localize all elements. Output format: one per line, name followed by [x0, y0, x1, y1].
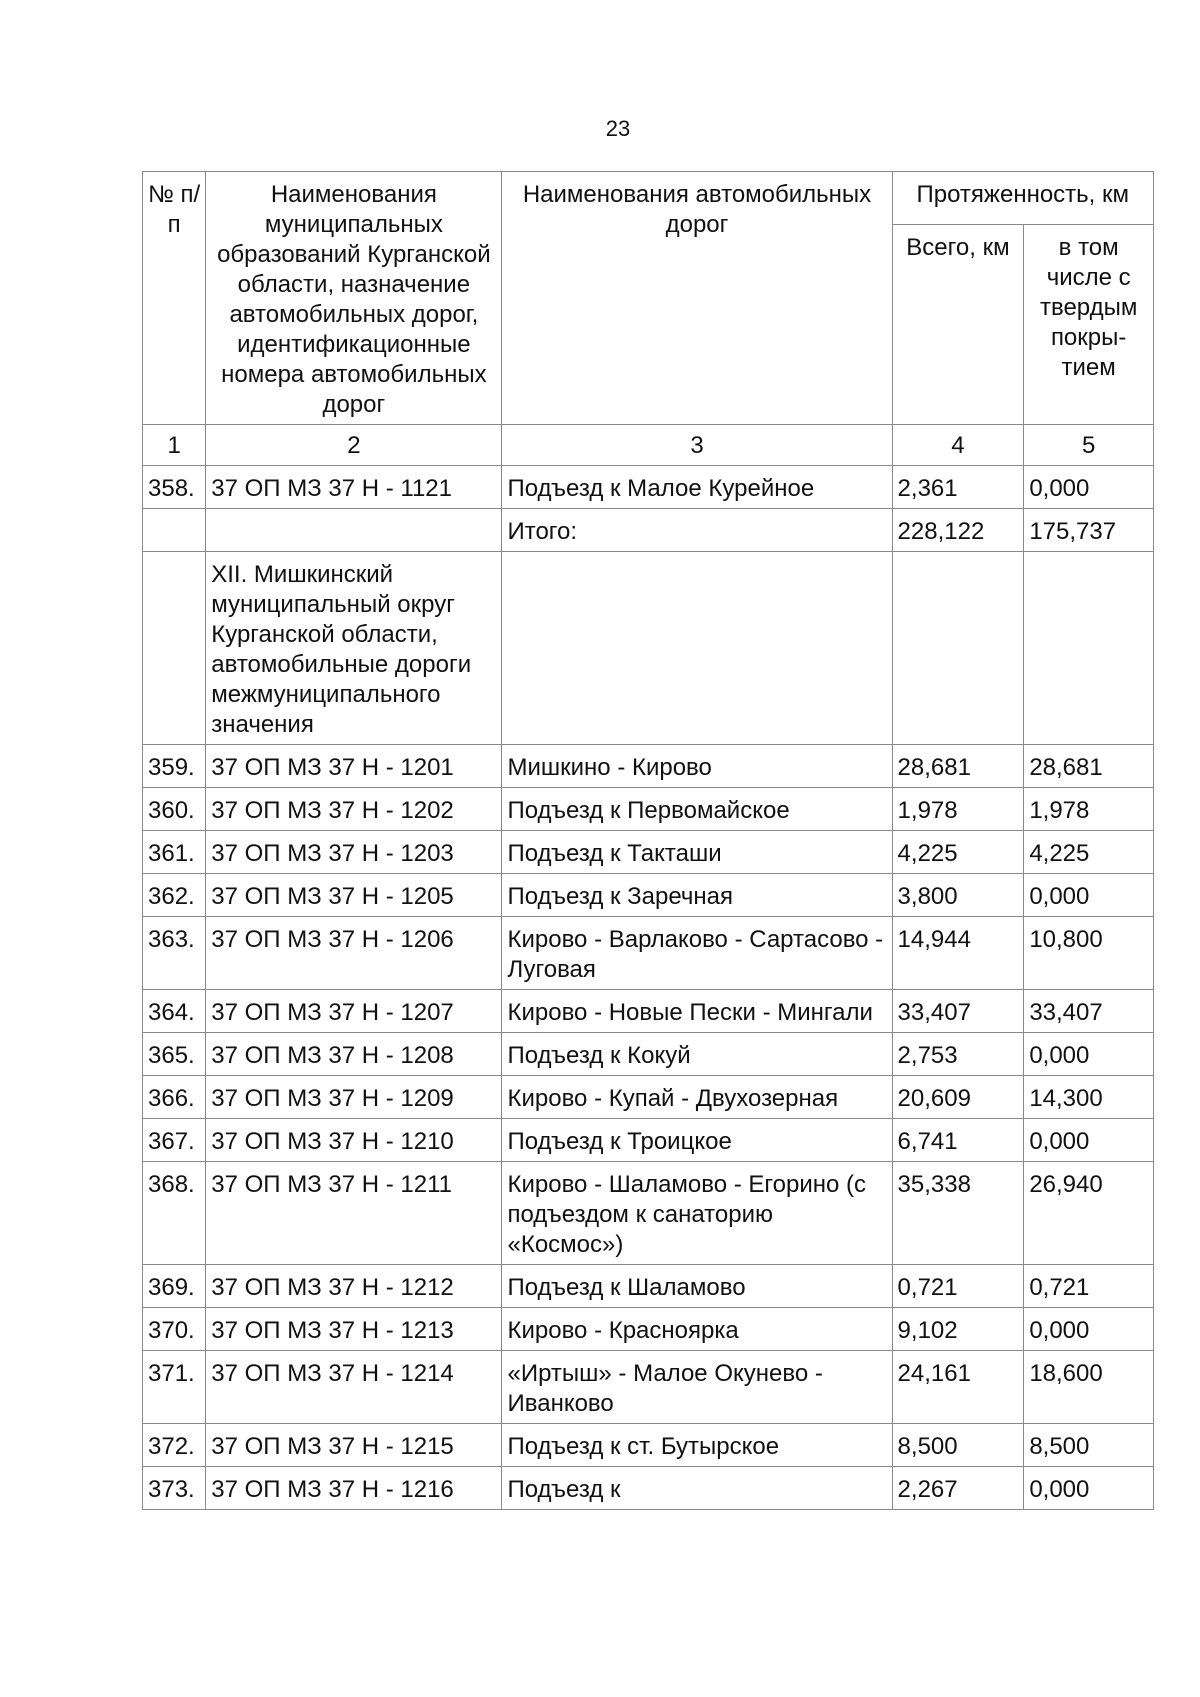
road-name-cell: Мишкино - Кирово	[502, 745, 892, 788]
road-name-cell: Подъезд к Шаламово	[502, 1265, 892, 1308]
header-num: № п/п	[143, 172, 206, 425]
total-length-cell: 1,978	[892, 788, 1024, 831]
road-code-cell: 37 ОП МЗ 37 Н - 1212	[206, 1265, 502, 1308]
total-length-cell: 2,361	[892, 466, 1024, 509]
table-row	[143, 745, 1154, 788]
road-name-cell: «Иртыш» - Малое Окунево - Иванково	[502, 1351, 892, 1424]
road-name-cell: Кирово - Варлаково - Сартасово - Луговая	[502, 917, 892, 990]
total-length-cell: 20,609	[892, 1076, 1024, 1119]
table-row	[143, 1424, 1154, 1467]
total-length-cell: 24,161	[892, 1351, 1024, 1424]
row-number-cell: 366.	[143, 1076, 206, 1119]
header-municipality: Наименования муниципальных образований Курганской области, назначение автомобильных дорог, идентификационные номера автомобильных дорог	[206, 172, 502, 425]
paved-length-cell: 33,407	[1024, 990, 1154, 1033]
road-name-cell: Подъезд к Малое Курейное	[502, 466, 892, 509]
table-row	[143, 1119, 1154, 1162]
table-row	[143, 1351, 1154, 1424]
road-code-cell: 37 ОП МЗ 37 Н - 1207	[206, 990, 502, 1033]
road-name-cell: Кирово - Шаламово - Егорино (с подъездом к санаторию «Космос»)	[502, 1162, 892, 1265]
total-length-cell: 33,407	[892, 990, 1024, 1033]
table-row	[143, 466, 1154, 509]
road-code-cell: 37 ОП МЗ 37 Н - 1202	[206, 788, 502, 831]
column-number-row	[143, 425, 1154, 466]
road-code-cell: 37 ОП МЗ 37 Н - 1205	[206, 874, 502, 917]
road-name-cell: Итого:	[502, 509, 892, 552]
paved-length-cell: 0,000	[1024, 1308, 1154, 1351]
row-number-cell: 371.	[143, 1351, 206, 1424]
road-code-cell: 37 ОП МЗ 37 Н - 1216	[206, 1467, 502, 1510]
header-road-name: Наименования автомобильных дорог	[502, 172, 892, 425]
road-name-cell: Подъезд к Первомайское	[502, 788, 892, 831]
total-length-cell	[892, 552, 1024, 745]
road-code-cell: XII. Мишкинский муниципальный округ Курганской области, автомобильные дороги межмуниципального значения	[206, 552, 502, 745]
paved-length-cell: 0,000	[1024, 466, 1154, 509]
road-name-cell: Подъезд к Такташи	[502, 831, 892, 874]
column-number: 1	[143, 425, 206, 466]
row-number-cell: 361.	[143, 831, 206, 874]
header-paved: в том числе с твердым покры-тием	[1024, 224, 1154, 424]
total-length-cell: 0,721	[892, 1265, 1024, 1308]
road-name-cell: Подъезд к	[502, 1467, 892, 1510]
roads-table	[142, 171, 1154, 1510]
road-name-cell: Кирово - Красноярка	[502, 1308, 892, 1351]
table-row	[143, 990, 1154, 1033]
row-number-cell: 360.	[143, 788, 206, 831]
road-name-cell: Подъезд к ст. Бутырское	[502, 1424, 892, 1467]
paved-length-cell: 0,721	[1024, 1265, 1154, 1308]
road-name-cell: Подъезд к Заречная	[502, 874, 892, 917]
row-number-cell: 368.	[143, 1162, 206, 1265]
table-row	[143, 552, 1154, 745]
road-code-cell: 37 ОП МЗ 37 Н - 1213	[206, 1308, 502, 1351]
road-code-cell: 37 ОП МЗ 37 Н - 1209	[206, 1076, 502, 1119]
paved-length-cell: 8,500	[1024, 1424, 1154, 1467]
total-length-cell: 28,681	[892, 745, 1024, 788]
road-name-cell: Подъезд к Кокуй	[502, 1033, 892, 1076]
page-number: 23	[605, 116, 631, 141]
row-number-cell	[143, 509, 206, 552]
table-row	[143, 1076, 1154, 1119]
table-row	[143, 509, 1154, 552]
road-name-cell: Подъезд к Троицкое	[502, 1119, 892, 1162]
row-number-cell: 364.	[143, 990, 206, 1033]
column-number: 2	[206, 425, 502, 466]
road-code-cell: 37 ОП МЗ 37 Н - 1214	[206, 1351, 502, 1424]
table-row	[143, 1162, 1154, 1265]
row-number-cell: 372.	[143, 1424, 206, 1467]
table-body	[143, 466, 1154, 1510]
table-row	[143, 874, 1154, 917]
total-length-cell: 35,338	[892, 1162, 1024, 1265]
road-name-cell: Кирово - Купай - Двухозерная	[502, 1076, 892, 1119]
total-length-cell: 4,225	[892, 831, 1024, 874]
paved-length-cell: 10,800	[1024, 917, 1154, 990]
paved-length-cell: 14,300	[1024, 1076, 1154, 1119]
total-length-cell: 14,944	[892, 917, 1024, 990]
road-code-cell: 37 ОП МЗ 37 Н - 1203	[206, 831, 502, 874]
row-number-cell: 373.	[143, 1467, 206, 1510]
column-number: 3	[502, 425, 892, 466]
road-code-cell: 37 ОП МЗ 37 Н - 1210	[206, 1119, 502, 1162]
road-code-cell: 37 ОП МЗ 37 Н - 1211	[206, 1162, 502, 1265]
total-length-cell: 8,500	[892, 1424, 1024, 1467]
row-number-cell	[143, 552, 206, 745]
total-length-cell: 3,800	[892, 874, 1024, 917]
table-row	[143, 1033, 1154, 1076]
paved-length-cell: 0,000	[1024, 874, 1154, 917]
table-row	[143, 1308, 1154, 1351]
row-number-cell: 370.	[143, 1308, 206, 1351]
road-code-cell: 37 ОП МЗ 37 Н - 1206	[206, 917, 502, 990]
paved-length-cell: 0,000	[1024, 1119, 1154, 1162]
row-number-cell: 362.	[143, 874, 206, 917]
row-number-cell: 369.	[143, 1265, 206, 1308]
row-number-cell: 359.	[143, 745, 206, 788]
column-number: 5	[1024, 425, 1154, 466]
row-number-cell: 365.	[143, 1033, 206, 1076]
row-number-cell: 358.	[143, 466, 206, 509]
table-row	[143, 917, 1154, 990]
table-row	[143, 788, 1154, 831]
table-row	[143, 831, 1154, 874]
header-length: Протяженность, км	[892, 172, 1153, 225]
row-number-cell: 367.	[143, 1119, 206, 1162]
road-code-cell: 37 ОП МЗ 37 Н - 1121	[206, 466, 502, 509]
paved-length-cell	[1024, 552, 1154, 745]
paved-length-cell: 1,978	[1024, 788, 1154, 831]
road-code-cell: 37 ОП МЗ 37 Н - 1201	[206, 745, 502, 788]
total-length-cell: 2,267	[892, 1467, 1024, 1510]
table-row	[143, 1265, 1154, 1308]
total-length-cell: 2,753	[892, 1033, 1024, 1076]
paved-length-cell: 4,225	[1024, 831, 1154, 874]
road-code-cell: 37 ОП МЗ 37 Н - 1208	[206, 1033, 502, 1076]
total-length-cell: 9,102	[892, 1308, 1024, 1351]
total-length-cell: 6,741	[892, 1119, 1024, 1162]
paved-length-cell: 28,681	[1024, 745, 1154, 788]
paved-length-cell: 26,940	[1024, 1162, 1154, 1265]
table-row	[143, 1467, 1154, 1510]
paved-length-cell: 18,600	[1024, 1351, 1154, 1424]
table-header	[143, 172, 1154, 466]
row-number-cell: 363.	[143, 917, 206, 990]
header-total: Всего, км	[892, 224, 1024, 424]
road-code-cell	[206, 509, 502, 552]
road-name-cell: Кирово - Новые Пески - Мингали	[502, 990, 892, 1033]
paved-length-cell: 0,000	[1024, 1033, 1154, 1076]
road-name-cell	[502, 552, 892, 745]
total-length-cell: 228,122	[892, 509, 1024, 552]
paved-length-cell: 0,000	[1024, 1467, 1154, 1510]
road-code-cell: 37 ОП МЗ 37 Н - 1215	[206, 1424, 502, 1467]
column-number: 4	[892, 425, 1024, 466]
paved-length-cell: 175,737	[1024, 509, 1154, 552]
